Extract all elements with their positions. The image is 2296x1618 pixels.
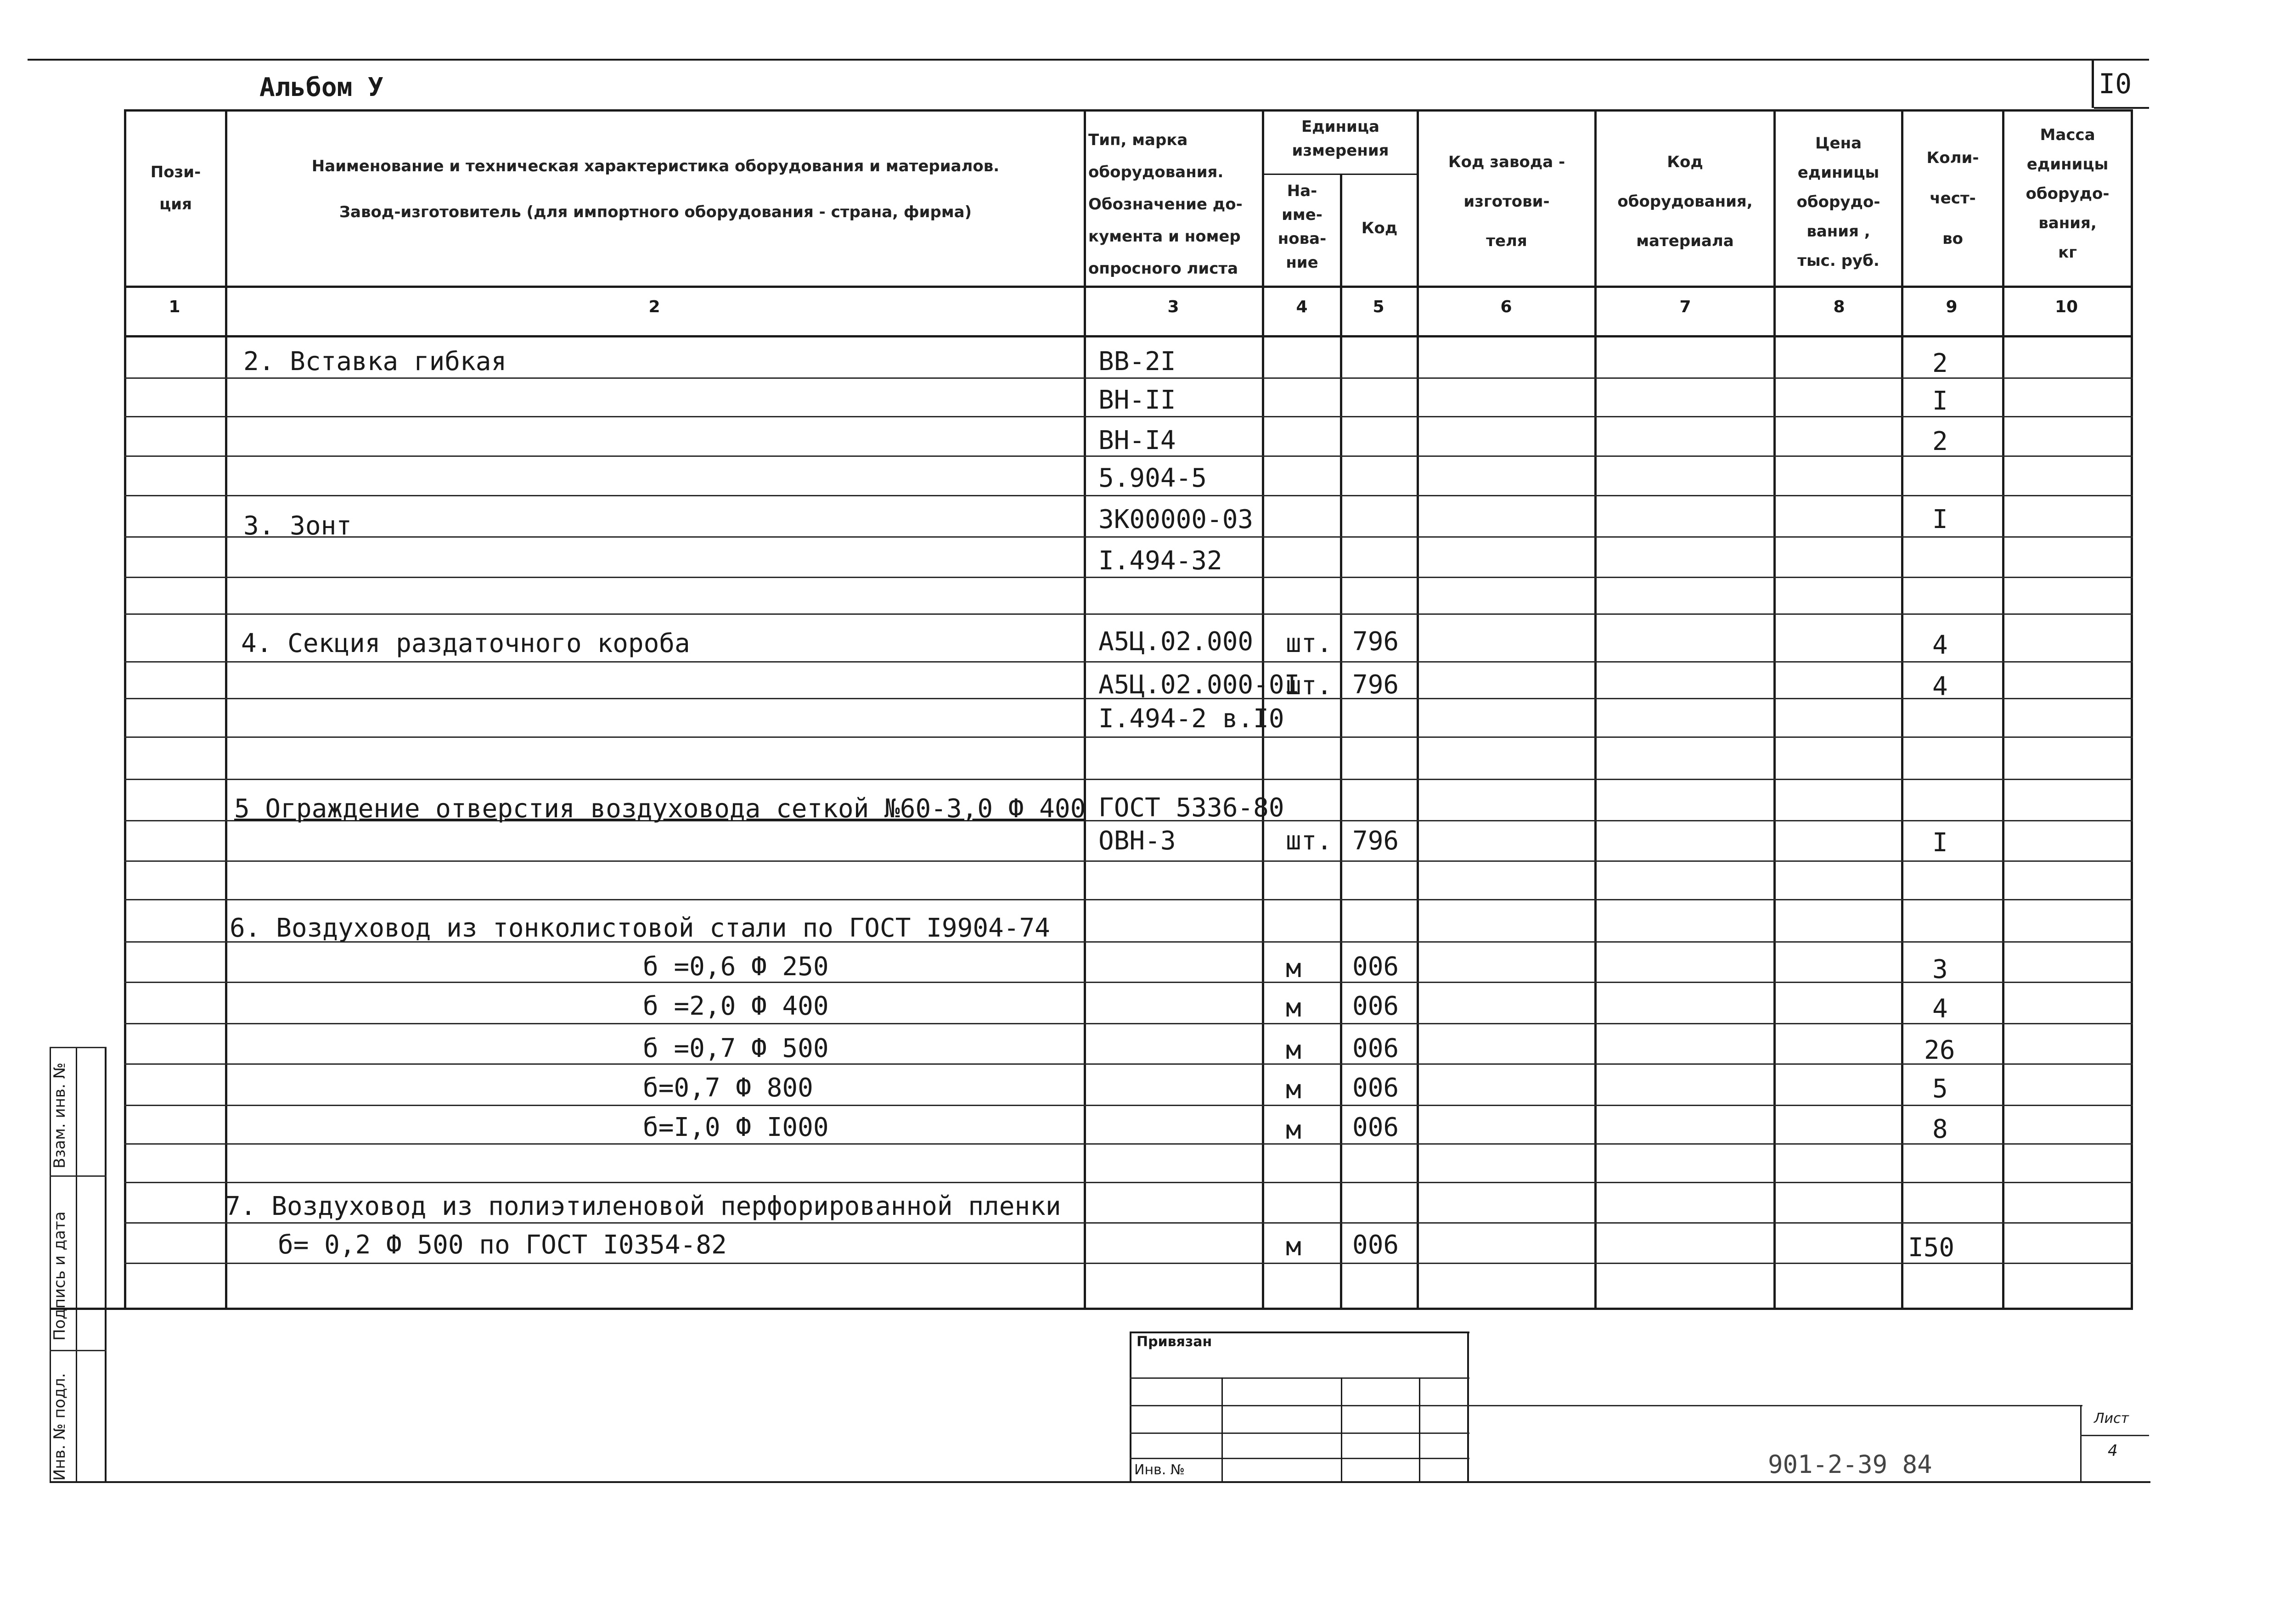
item-unit: шт. xyxy=(1286,826,1333,856)
item-name: 6. Воздуховод из тонколистовой стали по ГОСТ I9904-74 xyxy=(230,913,1050,943)
item-unit-code: 006 xyxy=(1352,952,1399,982)
item-unit: шт. xyxy=(1286,671,1333,701)
sheet-label: Лист xyxy=(2094,1410,2129,1427)
item-type: I.494-32 xyxy=(1098,546,1222,576)
item-quantity: 5 xyxy=(1932,1074,1948,1104)
col-number: 2 xyxy=(648,298,660,316)
header-name-line1: Наименование и техническая характеристика оборудования и материалов. xyxy=(311,157,1000,175)
item-quantity: 3 xyxy=(1932,955,1948,984)
label-replace-inventory: Взам. инв. № xyxy=(51,1062,69,1169)
item-unit-code: 796 xyxy=(1352,627,1399,657)
col-number: 1 xyxy=(169,298,180,316)
item-unit-code: 796 xyxy=(1352,826,1399,856)
header-quantity: Коли- чест- во xyxy=(1926,149,1979,248)
item-unit: м xyxy=(1286,1075,1301,1105)
item-quantity: I xyxy=(1932,505,1948,534)
item-type: 5.904-5 xyxy=(1098,463,1207,493)
item-type: ВН-II xyxy=(1098,385,1176,415)
item-name: 2. Вставка гибкая xyxy=(243,347,507,376)
item-spec: б=I,0 Ф I000 xyxy=(643,1112,829,1142)
header-unit-name: На- име- нова- ние xyxy=(1277,182,1327,272)
item-name: 7. Воздуховод из полиэтиленовой перфорированной пленки xyxy=(225,1191,1061,1221)
item-unit: шт. xyxy=(1286,629,1333,658)
item-type: А5Ц.02.000-0I xyxy=(1098,670,1300,700)
item-unit-code: 006 xyxy=(1352,1073,1399,1103)
sheet-number: I0 xyxy=(2099,68,2132,100)
item-type: А5Ц.02.000 xyxy=(1098,627,1254,657)
header-type: Тип, марка оборудования. Обозначение до- кумента и номер опросного листа xyxy=(1088,131,1243,278)
header-name-line2: Завод-изготовитель (для импортного оборудования - страна, фирма) xyxy=(339,203,972,221)
item-type: ВВ-2I xyxy=(1098,347,1176,376)
header-position: Пози- ция xyxy=(150,163,201,213)
item-quantity: 4 xyxy=(1932,994,1948,1024)
item-unit-code: 006 xyxy=(1352,1034,1399,1063)
item-type: ВН-I4 xyxy=(1098,426,1176,455)
item-name: 4. Секция раздаточного короба xyxy=(241,629,690,658)
header-unit-code: Код xyxy=(1361,219,1398,237)
header-equipment-code: Код оборудования, материала xyxy=(1617,153,1753,250)
label-original-inventory: Инв. № подл. xyxy=(51,1373,69,1481)
item-unit: м xyxy=(1286,1115,1301,1145)
item-quantity: I50 xyxy=(1908,1233,1955,1263)
album-title: Альбом У xyxy=(259,73,383,102)
item-quantity: I xyxy=(1932,386,1948,416)
sheet-page-number: 4 xyxy=(2108,1442,2118,1460)
item-quantity: I xyxy=(1932,828,1948,858)
item-spec: б =2,0 Ф 400 xyxy=(643,991,829,1021)
item-quantity: 8 xyxy=(1932,1114,1948,1144)
col-number: 6 xyxy=(1500,298,1512,316)
document-code: 901-2-39 84 xyxy=(1768,1450,1932,1479)
item-unit-code: 006 xyxy=(1352,1230,1399,1260)
stamp-binding-label: Привязан xyxy=(1137,1334,1212,1350)
item-spec: б =0,6 Ф 250 xyxy=(643,952,829,982)
item-type: ГОСТ 5336-80 xyxy=(1098,793,1284,823)
item-unit-code: 796 xyxy=(1352,670,1399,700)
col-number: 4 xyxy=(1296,298,1308,316)
item-quantity: 4 xyxy=(1932,672,1948,702)
col-number: 7 xyxy=(1679,298,1691,316)
col-number: 5 xyxy=(1373,298,1384,316)
item-unit: м xyxy=(1286,1232,1301,1262)
item-spec: б= 0,2 Ф 500 по ГОСТ I0354-82 xyxy=(278,1230,727,1260)
stamp-inventory-label: Инв. № xyxy=(1134,1462,1185,1478)
item-unit: м xyxy=(1286,993,1301,1023)
item-quantity: 2 xyxy=(1932,427,1948,456)
item-type: ЗК00000-03 xyxy=(1098,505,1254,534)
item-quantity: 2 xyxy=(1932,348,1948,378)
header-unit: Единица измерения xyxy=(1292,118,1389,160)
header-mass: Масса единицы оборудо- вания, кг xyxy=(2026,126,2110,262)
col-number: 9 xyxy=(1946,298,1958,316)
item-unit: м xyxy=(1286,1035,1301,1065)
col-number: 10 xyxy=(2054,298,2078,316)
col-number: 3 xyxy=(1167,298,1179,316)
label-signature-date: Подпись и дата xyxy=(51,1211,69,1341)
item-quantity: 26 xyxy=(1924,1035,1955,1065)
header-price: Цена единицы оборудо- вания , тыс. руб. xyxy=(1796,134,1880,270)
item-quantity: 4 xyxy=(1932,630,1948,660)
item-spec: б=0,7 Ф 800 xyxy=(643,1073,813,1103)
item-unit: м xyxy=(1286,954,1301,983)
item-type: I.494-2 в.I0 xyxy=(1098,704,1284,734)
item-unit-code: 006 xyxy=(1352,991,1399,1021)
item-unit-code: 006 xyxy=(1352,1112,1399,1142)
item-name: 3. Зонт xyxy=(243,511,352,541)
item-name: 5 Ограждение отверстия воздуховода сеткой №60-3,0 Ф 400 xyxy=(234,794,1086,824)
item-type: ОВН-3 xyxy=(1098,826,1176,856)
col-number: 8 xyxy=(1833,298,1845,316)
header-factory-code: Код завода - изготови- теля xyxy=(1448,153,1565,250)
item-spec: б =0,7 Ф 500 xyxy=(643,1034,829,1063)
